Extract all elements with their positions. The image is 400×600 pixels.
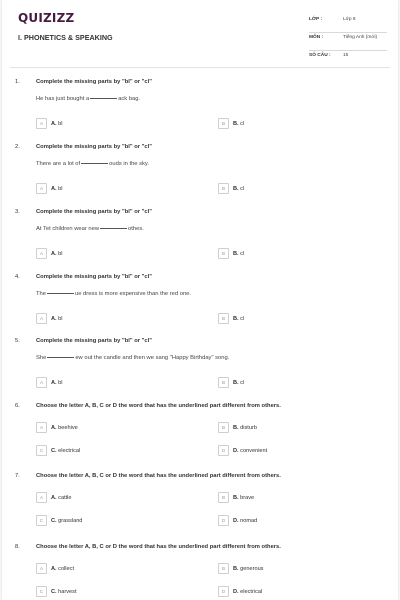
option-prefix: B. xyxy=(233,566,239,572)
option-prefix: B. xyxy=(233,251,239,257)
question-number: 1. xyxy=(15,79,20,85)
meta-label: MÔN : xyxy=(309,35,324,40)
option-letter-box: A xyxy=(36,422,47,433)
sentence-after: ack bag. xyxy=(118,96,141,102)
option-prefix: B. xyxy=(233,316,239,322)
question-prompt: Complete the missing parts by "bl" or "cl" xyxy=(36,209,153,215)
meta-value: Lớp 8 xyxy=(343,17,356,22)
option-text: cattle xyxy=(58,495,72,501)
question-number: 2. xyxy=(15,144,20,150)
question-number: 6. xyxy=(15,403,20,409)
option-letter-box: A xyxy=(36,492,47,503)
option-text: convenient xyxy=(240,448,268,454)
option-text: generous xyxy=(240,566,264,572)
meta-value: Tiếng Anh (mới) xyxy=(343,35,378,40)
answer-blank xyxy=(81,163,108,164)
question-prompt: Choose the letter A, B, C or D the word that has the underlined part different from others. xyxy=(36,473,281,479)
option-prefix: A. xyxy=(51,566,57,572)
question-prompt: Complete the missing parts by "bl" or "cl" xyxy=(36,274,153,280)
option-text: bl xyxy=(58,380,63,386)
meta-row-count xyxy=(309,51,387,68)
question-sentence xyxy=(36,226,144,232)
option-text: electrical xyxy=(240,589,263,595)
option-text: cl xyxy=(240,380,245,386)
option-prefix: B. xyxy=(233,380,239,386)
answer-blank xyxy=(47,357,74,358)
option-letter-box: A xyxy=(36,563,47,574)
option-text: electrical xyxy=(58,448,81,454)
sentence-before: There are a lot of xyxy=(36,161,81,167)
option-letter-box: B xyxy=(218,492,229,503)
option-letter-box: A xyxy=(36,183,47,194)
option-letter-box: A xyxy=(36,377,47,388)
option-letter-box: D xyxy=(218,515,229,526)
option-prefix: D. xyxy=(233,589,239,595)
meta-label: SỐ CÂU : xyxy=(309,53,331,58)
quizizz-logo: QUIZIZZ xyxy=(18,11,75,25)
option-prefix: B. xyxy=(233,121,239,127)
option-letter-box: D xyxy=(218,586,229,597)
sentence-before: She xyxy=(36,355,47,361)
option-prefix: C. xyxy=(51,589,57,595)
question-prompt: Choose the letter A, B, C or D the word that has the underlined part different from others. xyxy=(36,403,281,409)
option-text: beehive xyxy=(58,425,78,431)
question-prompt: Choose the letter A, B, C or D the word that has the underlined part different from others. xyxy=(36,544,281,550)
option-prefix: B. xyxy=(233,425,239,431)
option-prefix: A. xyxy=(51,186,57,192)
option-text: collect xyxy=(58,566,75,572)
option-letter-box: D xyxy=(218,445,229,456)
option-letter-box: C xyxy=(36,515,47,526)
option-text: disturb xyxy=(240,425,257,431)
option-letter-box: B xyxy=(218,563,229,574)
answer-blank xyxy=(100,228,127,229)
option-prefix: D. xyxy=(233,518,239,524)
option-letter-box: B xyxy=(218,118,229,129)
option-letter-box: B xyxy=(218,248,229,259)
option-letter-box: B xyxy=(218,422,229,433)
option-prefix: C. xyxy=(51,448,57,454)
sentence-after: ew out the candle and then we sang "Happy Birthday" song. xyxy=(75,355,230,361)
option-letter-box: C xyxy=(36,586,47,597)
option-letter-box: A xyxy=(36,118,47,129)
option-prefix: A. xyxy=(51,495,57,501)
option-letter-box: B xyxy=(218,183,229,194)
question-sentence xyxy=(36,96,140,102)
worksheet-meta xyxy=(309,15,387,68)
sentence-after: ue dress is more expensive than the red one. xyxy=(75,291,192,297)
option-text: grassland xyxy=(58,518,83,524)
meta-row-subject xyxy=(309,33,387,51)
question-number: 7. xyxy=(15,473,20,479)
option-letter-box: B xyxy=(218,377,229,388)
option-prefix: A. xyxy=(51,316,57,322)
question-sentence xyxy=(36,355,229,361)
option-text: nomad xyxy=(240,518,258,524)
question-number: 5. xyxy=(15,338,20,344)
meta-row-class xyxy=(309,15,387,33)
option-prefix: A. xyxy=(51,121,57,127)
option-text: cl xyxy=(240,251,245,257)
option-letter-box: A xyxy=(36,248,47,259)
answer-blank xyxy=(90,98,117,99)
option-prefix: B. xyxy=(233,495,239,501)
question-sentence xyxy=(36,161,149,167)
meta-value: 15 xyxy=(343,53,349,58)
option-prefix: B. xyxy=(233,186,239,192)
option-prefix: A. xyxy=(51,425,57,431)
option-text: bl xyxy=(58,316,63,322)
sentence-before: He has just bought a xyxy=(36,96,90,102)
question-number: 4. xyxy=(15,274,20,280)
answer-blank xyxy=(47,293,74,294)
option-text: harvest xyxy=(58,589,77,595)
header-divider xyxy=(10,67,390,68)
question-number: 3. xyxy=(15,209,20,215)
question-prompt: Complete the missing parts by "bl" or "cl" xyxy=(36,338,153,344)
meta-label: LỚP : xyxy=(309,17,323,22)
option-text: bl xyxy=(58,121,63,127)
question-number: 8. xyxy=(15,544,20,550)
option-text: bl xyxy=(58,251,63,257)
option-prefix: A. xyxy=(51,380,57,386)
question-prompt: Complete the missing parts by "bl" or "cl" xyxy=(36,144,153,150)
option-text: brave xyxy=(240,495,255,501)
sentence-before: The xyxy=(36,291,46,297)
option-text: cl xyxy=(240,121,245,127)
page-title: I. PHONETICS & SPEAKING xyxy=(18,33,113,42)
option-letter-box: A xyxy=(36,313,47,324)
sentence-before: At Tet children wear new xyxy=(36,226,100,232)
option-prefix: D. xyxy=(233,448,239,454)
worksheet-page xyxy=(2,0,398,600)
option-prefix: A. xyxy=(51,251,57,257)
option-text: cl xyxy=(240,186,245,192)
sentence-after: ouds in the sky. xyxy=(109,161,150,167)
question-prompt: Complete the missing parts by "bl" or "cl" xyxy=(36,79,153,85)
option-letter-box: C xyxy=(36,445,47,456)
question-sentence xyxy=(36,291,191,297)
option-prefix: C. xyxy=(51,518,57,524)
option-text: bl xyxy=(58,186,63,192)
sentence-after: othes. xyxy=(128,226,144,232)
option-letter-box: B xyxy=(218,313,229,324)
option-text: cl xyxy=(240,316,245,322)
